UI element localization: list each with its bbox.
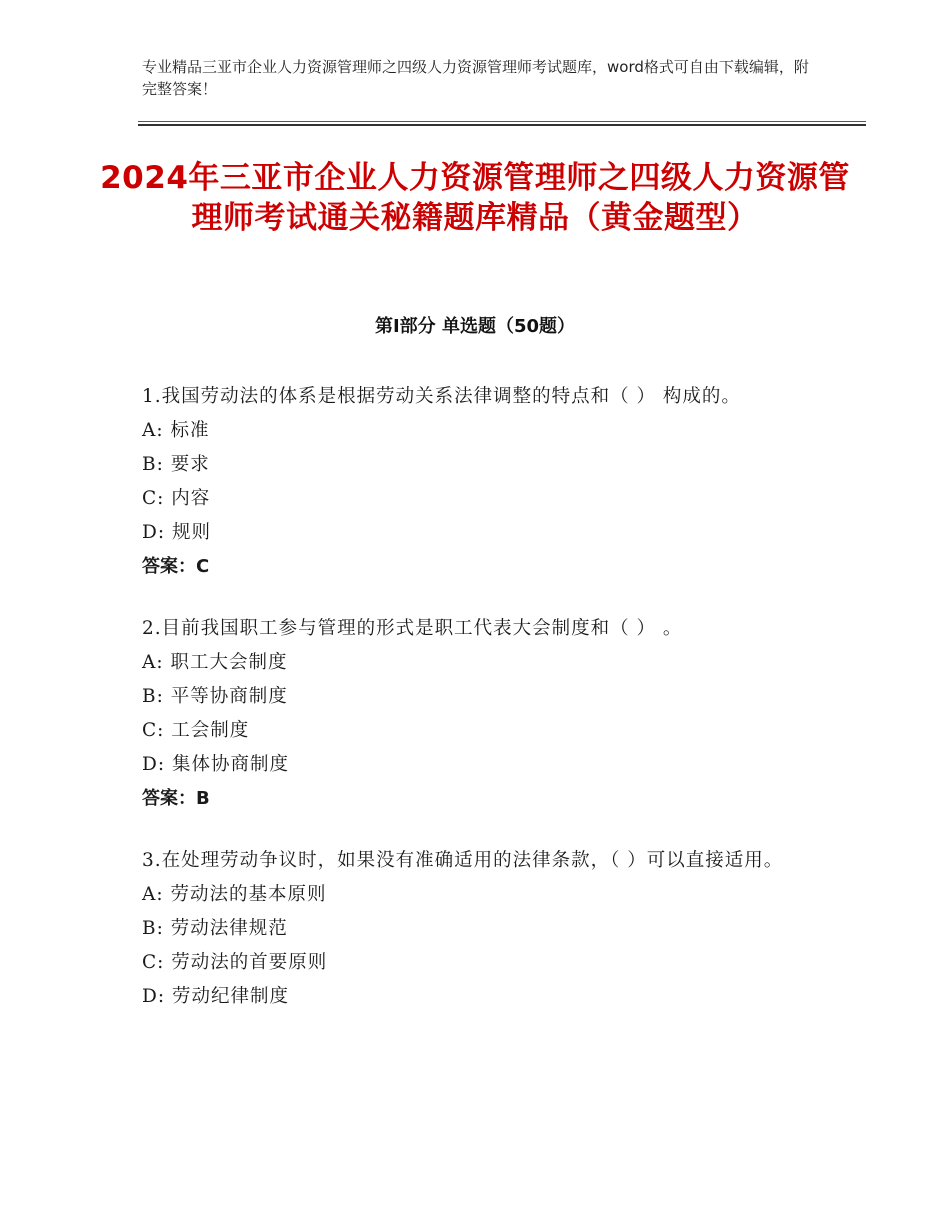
- question-list: [142, 380, 807, 1042]
- question-stem: 3.在处理劳动争议时，如果没有准确适用的法律条款，（ ）可以直接适用。: [142, 850, 784, 871]
- answer-label: 答案：C: [142, 556, 210, 577]
- question-stem: 2.目前我国职工参与管理的形式是职工代表大会制度和（ ） 。: [142, 618, 683, 639]
- question-item: [142, 612, 807, 816]
- option-d: D: 劳动纪律制度: [142, 986, 289, 1007]
- question-stem: 1.我国劳动法的体系是根据劳动关系法律调整的特点和（ ） 构成的。: [142, 386, 741, 407]
- question-item: [142, 844, 807, 1014]
- option-a: A: 劳动法的基本原则: [142, 884, 327, 905]
- document-title: 2024年三亚市企业人力资源管理师之四级人力资源管理师考试通关秘籍题库精品（黄金题型）: [100, 160, 850, 236]
- option-c: C: 劳动法的首要原则: [142, 952, 328, 973]
- header-divider-thin: [138, 121, 866, 122]
- option-d: D: 集体协商制度: [142, 754, 289, 775]
- header-divider-thick: [138, 124, 866, 126]
- header-note: 专业精品三亚市企业人力资源管理师之四级人力资源管理师考试题库，word格式可自由下载编辑，附完整答案！: [142, 58, 809, 98]
- option-a: A: 标准: [142, 420, 210, 441]
- option-c: C: 内容: [142, 488, 211, 509]
- option-a: A: 职工大会制度: [142, 652, 288, 673]
- option-d: D: 规则: [142, 522, 211, 543]
- answer-label: 答案：B: [142, 788, 210, 809]
- option-b: B: 平等协商制度: [142, 686, 288, 707]
- option-b: B: 要求: [142, 454, 210, 475]
- section-heading: 第Ⅰ部分 单选题（50题）: [374, 316, 575, 337]
- question-item: [142, 380, 807, 584]
- option-c: C: 工会制度: [142, 720, 250, 741]
- option-b: B: 劳动法律规范: [142, 918, 288, 939]
